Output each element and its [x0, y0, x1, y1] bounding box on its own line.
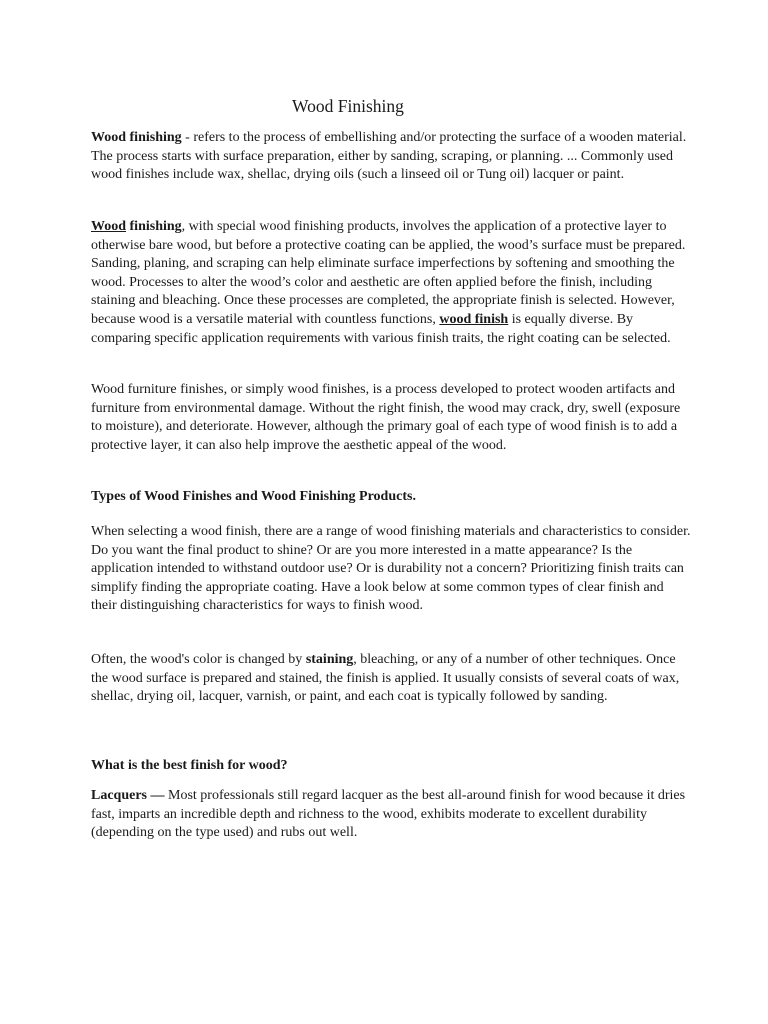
- paragraph-text: Often, the wood's color is changed by: [91, 652, 306, 667]
- term-finishing: finishing: [129, 219, 182, 234]
- paragraph-text: Most professionals still regard lacquer as the best all-around finish for wood because it dries fast, imparts an incredible depth and richness to the wood, exhibits moderate to excellent durability (depending on the type used) and rubs out well.: [91, 788, 686, 841]
- term-staining: staining: [305, 652, 354, 667]
- term-wood-link[interactable]: Wood: [91, 219, 127, 234]
- page-title: Wood Finishing: [292, 96, 404, 116]
- paragraph-text: - refers to the process of embellishing and/or protecting the surface of a wooden material. The process starts with surface preparation, either by sanding, scraping, or planning. ... Commonly used wood finishes include wax, shellac, drying oils (such a linseed oil or Tung oil) lacquer or paint.: [91, 130, 687, 183]
- paragraph-definition: [91, 129, 691, 185]
- paragraph-staining: [91, 651, 691, 707]
- term-wood-finish-link[interactable]: wood finish: [439, 311, 509, 327]
- paragraph-selecting-finish: When selecting a wood finish, there are a range of wood finishing materials and characteristics to consider. Do you want the final product to shine? Or are you more interested in a matte appearance? Is the application intended to withstand outdoor use? Or is durability not a concern? Prioritizing finish traits can simplify finding the appropriate coating. Have a look below at some common types of clear finish and their distinguishing characteristics for ways to finish wood.: [91, 524, 691, 614]
- section-heading-best-finish: What is the best finish for wood?: [91, 758, 288, 773]
- paragraph-text: , with special wood finishing products, involves the application of a protective layer to otherwise bare wood, but before a protective coating can be applied, the wood’s surface must be prepared. Sanding, planing, and scraping can help eliminate surface imperfections by softening and smoothing the wood. Processes to alter the wood’s color and aesthetic are often applied before the finish, including staining and bleaching. Once these processes are completed, the appropriate finish is selected. However, because wood is a versatile material with countless functions,: [91, 219, 686, 327]
- term-lacquers: Lacquers —: [91, 788, 165, 803]
- paragraph-text: is equally diverse. By comparing specific application requirements with various finish traits, the right coating can be selected.: [91, 311, 671, 346]
- paragraph-lacquers: [91, 787, 691, 843]
- section-heading-types: Types of Wood Finishes and Wood Finishing Products.: [91, 489, 416, 504]
- paragraph-text: , bleaching, or any of a number of other techniques. Once the wood surface is prepared and stained, the finish is applied. It usually consists of several coats of wax, shellac, drying oil, lacquer, varnish, or paint, and each coat is typically followed by sanding.: [91, 652, 680, 705]
- paragraph-wood-finishing-products: [91, 218, 691, 348]
- paragraph-furniture-finishes: Wood furniture finishes, or simply wood finishes, is a process developed to protect wooden artifacts and furniture from environmental damage. Without the right finish, the wood may crack, dry, swell (exposure to moisture), and deteriorate. However, although the primary goal of each type of wood finish is to add a protective layer, it can also help improve the aesthetic appeal of the wood.: [91, 382, 681, 453]
- term-wood-finishing: Wood finishing: [91, 130, 182, 145]
